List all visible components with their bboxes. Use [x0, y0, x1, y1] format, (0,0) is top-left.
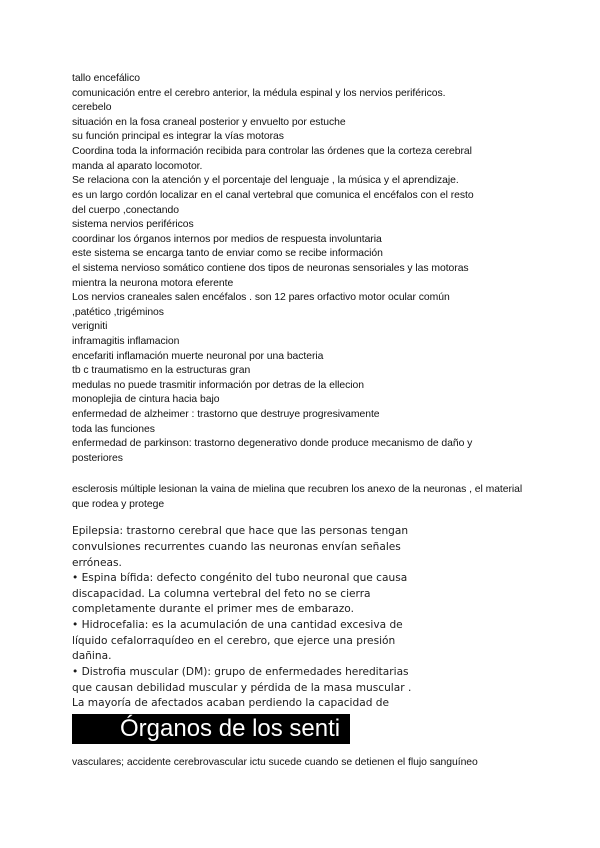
note-line: ,patético ,trigéminos — [72, 307, 164, 318]
disease-line: discapacidad. La columna vertebral del feto no se cierra — [72, 588, 371, 600]
note-line: comunicación entre el cerebro anterior, la médula espinal y los nervios periféricos. — [72, 88, 446, 99]
disease-line: • Distrofia muscular (DM): grupo de enfermedades hereditarias — [72, 666, 409, 678]
note-line: enfermedad de alzheimer : trastorno que destruye progresivamente — [72, 409, 380, 420]
note-line: coordinar los órganos internos por medios de respuesta involuntaria — [72, 234, 382, 245]
note-line: cerebelo — [72, 102, 112, 113]
note-line: el sistema nervioso somático contiene dos tipos de neuronas sensoriales y las motoras — [72, 263, 469, 274]
note-line: mientra la neurona motora eferente — [72, 278, 234, 289]
disease-line: erróneas. — [72, 557, 122, 569]
note-line: Coordina toda la información recibida para controlar las órdenes que la corteza cerebral — [72, 146, 472, 157]
disease-line: dañina. — [72, 650, 112, 662]
section-banner — [72, 714, 350, 744]
note-line: posteriores — [72, 453, 123, 464]
note-line: tb c traumatismo en la estructuras gran — [72, 365, 251, 376]
note-line: medulas no puede trasmitir información por detras de la ellecion — [72, 380, 364, 391]
disease-line: convulsiones recurrentes cuando las neuronas envían señales — [72, 541, 401, 553]
disease-line: líquido cefalorraquídeo en el cerebro, que ejerce una presión — [72, 635, 396, 647]
note-line: del cuerpo ,conectando — [72, 205, 179, 216]
note-line: este sistema se encarga tanto de enviar como se recibe información — [72, 248, 383, 259]
note-line: Los nervios craneales salen encéfalos . son 12 pares orfactivo motor ocular común — [72, 292, 450, 303]
note-line: inframagitis inflamacion — [72, 336, 180, 347]
note-line: enfermedad de parkinson: trastorno degenerativo donde produce mecanismo de daño y — [72, 438, 473, 449]
disease-line: • Espina bífida: defecto congénito del tubo neuronal que causa — [72, 572, 408, 584]
sclerosis-paragraph: esclerosis múltiple lesionan la vaina de mielina que recubren los anexo de la neuronas , el material que rodea y protege — [72, 484, 523, 510]
disease-line: La mayoría de afectados acaban perdiendo la capacidad de — [72, 697, 390, 709]
note-line: monoplejia de cintura hacia bajo — [72, 394, 220, 405]
disease-line: • Hidrocefalia: es la acumulación de una cantidad excesiva de — [72, 619, 403, 631]
note-line: encefariti inflamación muerte neuronal por una bacteria — [72, 351, 324, 362]
note-line: es un largo cordón localizar en el canal vertebral que comunica el encéfalos con el resto — [72, 190, 474, 201]
note-line: Se relaciona con la atención y el porcentaje del lenguaje , la música y el aprendizaje. — [72, 175, 459, 186]
disease-line: Epilepsia: trastorno cerebral que hace que las personas tengan — [72, 525, 409, 537]
section-banner-title: Órganos de los senti — [120, 715, 341, 742]
disease-line: que causan debilidad muscular y pérdida de la masa muscular . — [72, 682, 412, 694]
disease-line: completamente durante el primer mes de embarazo. — [72, 603, 354, 615]
note-line: su función principal es integrar la vías motoras — [72, 131, 284, 142]
note-line: situación en la fosa craneal posterior y envuelto por estuche — [72, 117, 346, 128]
note-line: toda las funciones — [72, 424, 155, 435]
footer-line: vasculares; accidente cerebrovascular ictu sucede cuando se detienen el flujo sanguíneo — [72, 757, 478, 768]
note-line: manda al aparato locomotor. — [72, 161, 203, 172]
note-line: verigniti — [72, 321, 108, 332]
note-line: tallo encefálico — [72, 73, 140, 84]
note-line: sistema nervios periféricos — [72, 219, 194, 230]
